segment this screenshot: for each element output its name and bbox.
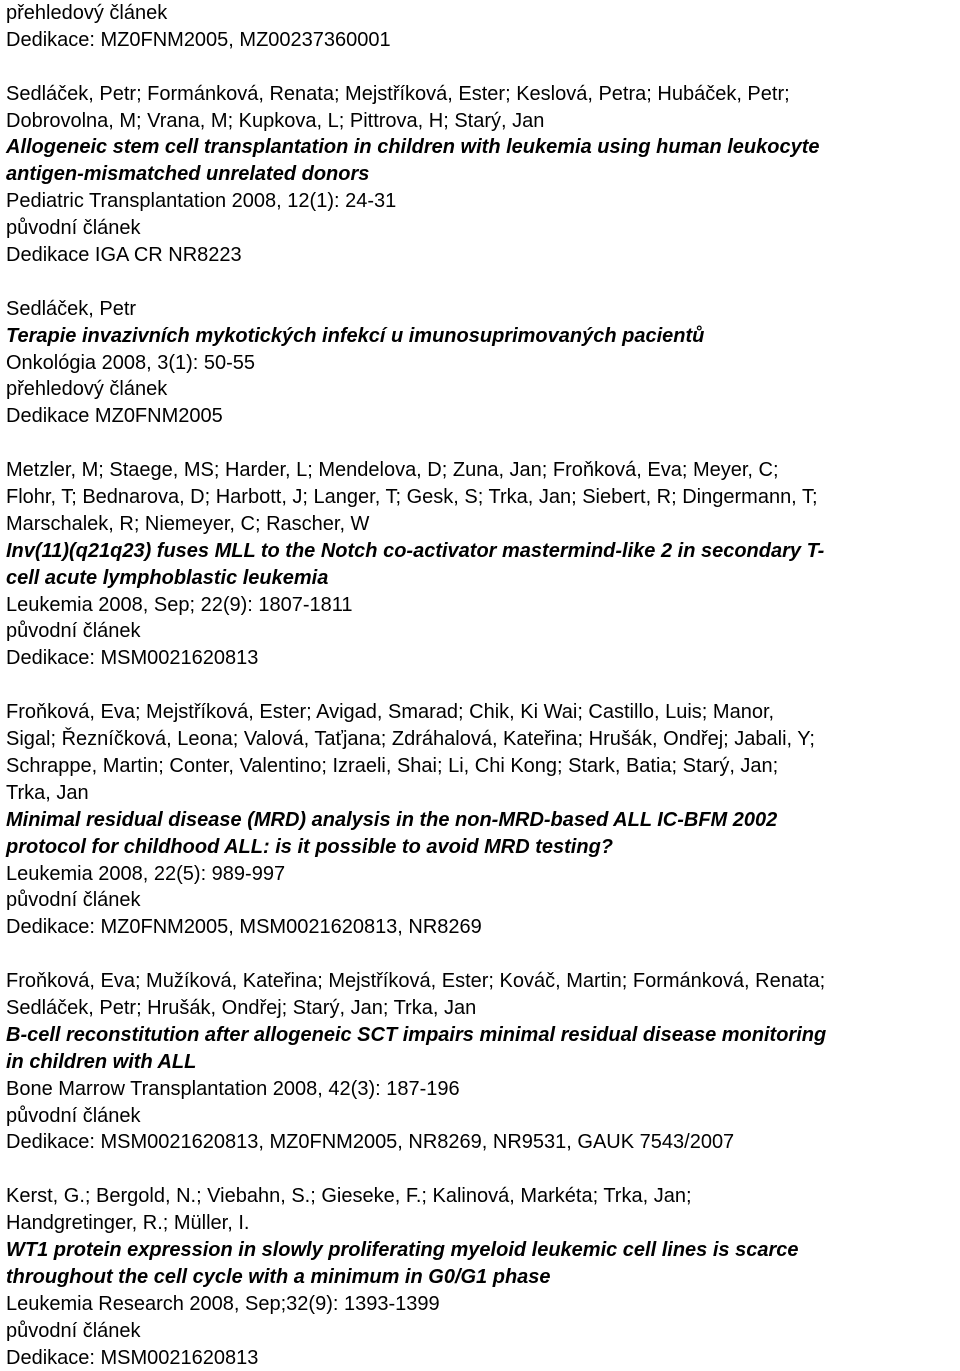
entry-authors: Sedláček, Petr; Hrušák, Ondřej; Starý, Jan; Trka, Jan <box>6 996 477 1019</box>
entry-dedication: Dedikace: MZ0FNM2005, MZ00237360001 <box>6 28 391 51</box>
entry-type: přehledový článek <box>6 2 168 24</box>
entry-authors: Trka, Jan <box>6 781 89 804</box>
entry-dedication: Dedikace: MSM0021620813 <box>6 1346 259 1369</box>
entry-title: antigen-mismatched unrelated donors <box>6 163 370 186</box>
entry-authors: Dobrovolna, M; Vrana, M; Kupkova, L; Pittrova, H; Starý, Jan <box>6 109 545 132</box>
entry-source: Pediatric Transplantation 2008, 12(1): 24-31 <box>6 190 397 213</box>
entry-authors: Metzler, M; Staege, MS; Harder, L; Mendelova, D; Zuna, Jan; Froňková, Eva; Meyer, C; <box>6 459 779 482</box>
entry-type: původní článek <box>6 217 141 240</box>
publication-entry <box>6 672 956 941</box>
entry-title: Allogeneic stem cell transplantation in children with leukemia using human leukocyte <box>6 136 820 159</box>
entry-source: Leukemia 2008, Sep; 22(9): 1807-1811 <box>6 593 353 616</box>
entry-title: B-cell reconstitution after allogeneic SCT impairs minimal residual disease monitoring <box>6 1023 827 1046</box>
publication-entry <box>6 54 956 269</box>
entry-title: protocol for childhood ALL: is it possible to avoid MRD testing? <box>6 835 614 858</box>
entry-authors: Froňková, Eva; Mužíková, Kateřina; Mejstříková, Ester; Kováč, Martin; Formánková, Renata; <box>6 970 826 993</box>
publication-entry <box>6 0 956 54</box>
entry-type: původní článek <box>6 889 141 912</box>
entry-spacer <box>6 430 956 457</box>
entry-type: původní článek <box>6 1104 141 1127</box>
entry-title: WT1 protein expression in slowly proliferating myeloid leukemic cell lines is scarce <box>6 1238 799 1261</box>
entry-dedication: Dedikace: MSM0021620813 <box>6 647 259 670</box>
entry-source: Bone Marrow Transplantation 2008, 42(3): 187-196 <box>6 1077 460 1100</box>
entry-authors: Froňková, Eva; Mejstříková, Ester; Avigad, Smarad; Chik, Ki Wai; Castillo, Luis; Manor, <box>6 701 775 724</box>
publication-entry <box>6 430 956 672</box>
entry-authors: Kerst, G.; Bergold, N.; Viebahn, S.; Gieseke, F.; Kalinová, Markéta; Trka, Jan; <box>6 1185 692 1208</box>
entry-spacer <box>6 1156 956 1183</box>
entry-spacer <box>6 269 956 296</box>
entry-authors: Marschalek, R; Niemeyer, C; Rascher, W <box>6 512 370 535</box>
entry-authors: Sigal; Řezníčková, Leona; Valová, Taťjana; Zdráhalová, Kateřina; Hrušák, Ondřej; Jabali, Y; <box>6 728 815 751</box>
publication-entry <box>6 269 956 430</box>
entry-title: throughout the cell cycle with a minimum in G0/G1 phase <box>6 1265 551 1288</box>
entry-title: Minimal residual disease (MRD) analysis in the non-MRD-based ALL IC-BFM 2002 <box>6 808 778 831</box>
entry-dedication: Dedikace IGA CR NR8223 <box>6 244 242 267</box>
entry-authors: Flohr, T; Bednarova, D; Harbott, J; Langer, T; Gesk, S; Trka, Jan; Siebert, R; Dingermann, T; <box>6 486 818 509</box>
entry-type: původní článek <box>6 620 141 643</box>
entry-authors: Handgretinger, R.; Müller, I. <box>6 1212 250 1235</box>
entry-title: Terapie invazivních mykotických infekcí u imunosuprimovaných pacientů <box>6 324 705 347</box>
entry-authors: Sedláček, Petr <box>6 297 137 320</box>
entry-dedication: Dedikace: MSM0021620813, MZ0FNM2005, NR8269, NR9531, GAUK 7543/2007 <box>6 1131 735 1154</box>
entry-title: cell acute lymphoblastic leukemia <box>6 566 329 589</box>
publication-entry <box>6 1156 956 1371</box>
entry-type: původní článek <box>6 1319 141 1342</box>
entry-authors: Schrappe, Martin; Conter, Valentino; Izraeli, Shai; Li, Chi Kong; Stark, Batia; Starý, Jan; <box>6 754 779 777</box>
entry-source: Onkológia 2008, 3(1): 50-55 <box>6 351 256 374</box>
entry-spacer <box>6 941 956 968</box>
entry-dedication: Dedikace MZ0FNM2005 <box>6 405 223 428</box>
entry-type: přehledový článek <box>6 378 168 401</box>
entry-spacer <box>6 54 956 81</box>
entry-source: Leukemia Research 2008, Sep;32(9): 1393-1399 <box>6 1292 440 1315</box>
publication-list <box>6 0 956 1371</box>
entry-authors: Sedláček, Petr; Formánková, Renata; Mejstříková, Ester; Keslová, Petra; Hubáček, Petr; <box>6 82 790 105</box>
entry-dedication: Dedikace: MZ0FNM2005, MSM0021620813, NR8269 <box>6 916 482 939</box>
publication-entry <box>6 941 956 1156</box>
entry-title: in children with ALL <box>6 1050 197 1073</box>
entry-spacer <box>6 672 956 699</box>
entry-title: Inv(11)(q21q23) fuses MLL to the Notch co-activator mastermind-like 2 in secondary T- <box>6 539 825 562</box>
entry-source: Leukemia 2008, 22(5): 989-997 <box>6 862 286 885</box>
